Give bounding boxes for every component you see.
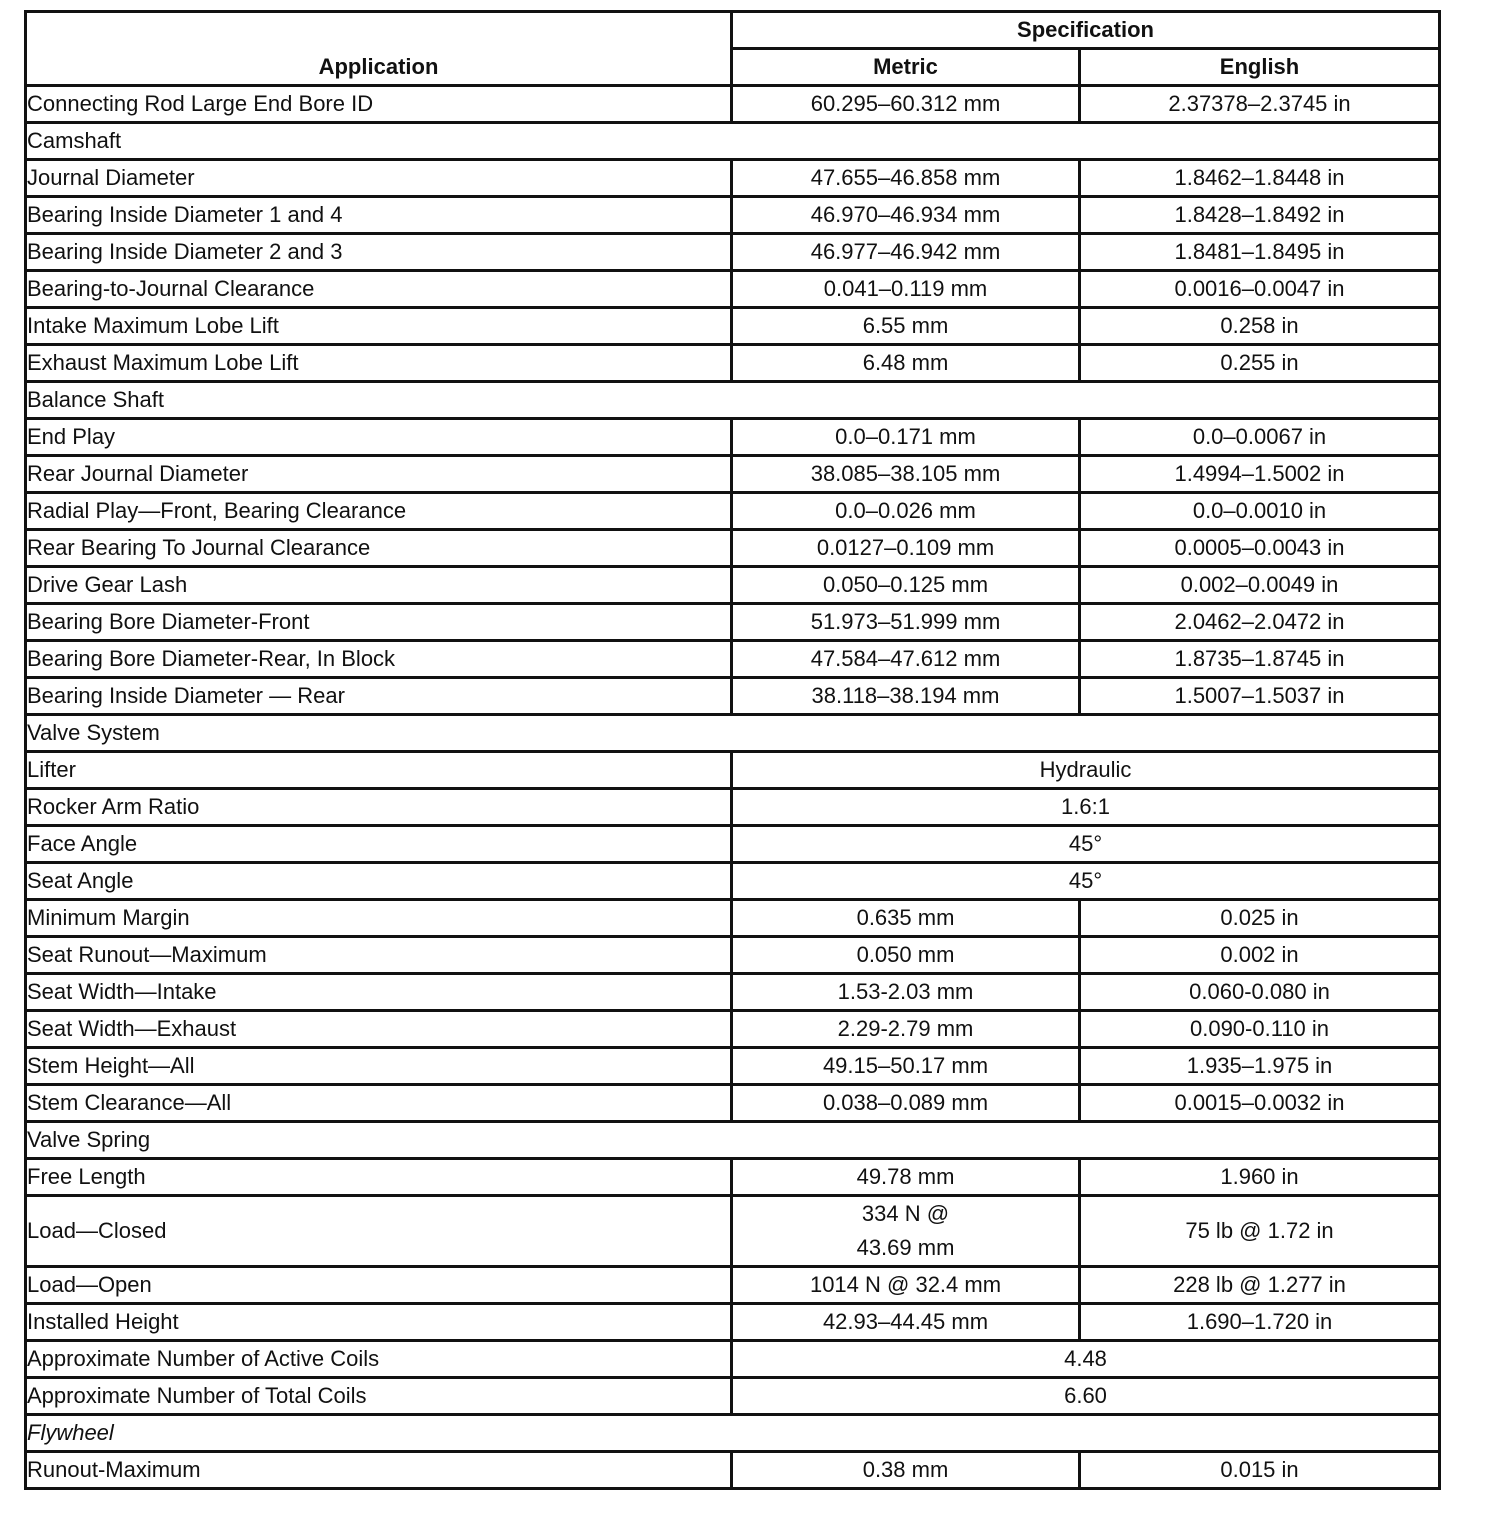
metric-cell: 1.53-2.03 mm (732, 974, 1080, 1011)
section-heading: Camshaft (26, 123, 1440, 160)
application-cell: Minimum Margin (26, 900, 732, 937)
table-row (26, 345, 1440, 382)
section-row (26, 715, 1440, 752)
table-row (26, 826, 1440, 863)
english-cell: 1.4994–1.5002 in (1080, 456, 1440, 493)
english-cell: 228 lb @ 1.277 in (1080, 1267, 1440, 1304)
english-cell: 1.960 in (1080, 1159, 1440, 1196)
metric-cell: 49.78 mm (732, 1159, 1080, 1196)
table-row (26, 86, 1440, 123)
metric-cell: 0.0–0.171 mm (732, 419, 1080, 456)
metric-cell: 42.93–44.45 mm (732, 1304, 1080, 1341)
metric-cell: 51.973–51.999 mm (732, 604, 1080, 641)
table-row (26, 530, 1440, 567)
section-row (26, 1122, 1440, 1159)
application-cell: Seat Width—Exhaust (26, 1011, 732, 1048)
metric-cell: 60.295–60.312 mm (732, 86, 1080, 123)
metric-cell: 0.050–0.125 mm (732, 567, 1080, 604)
application-cell: Installed Height (26, 1304, 732, 1341)
table-row (26, 160, 1440, 197)
application-cell: Load—Open (26, 1267, 732, 1304)
english-cell: 75 lb @ 1.72 in (1080, 1196, 1440, 1267)
english-cell: 0.0–0.0010 in (1080, 493, 1440, 530)
merged-value-cell: 6.60 (732, 1378, 1440, 1415)
application-cell: Bearing Bore Diameter-Front (26, 604, 732, 641)
metric-cell: 46.970–46.934 mm (732, 197, 1080, 234)
application-cell: Journal Diameter (26, 160, 732, 197)
english-cell: 1.8481–1.8495 in (1080, 234, 1440, 271)
metric-cell: 6.55 mm (732, 308, 1080, 345)
application-cell: End Play (26, 419, 732, 456)
metric-cell (732, 1196, 1080, 1267)
application-cell: Drive Gear Lash (26, 567, 732, 604)
metric-cell: 0.0–0.026 mm (732, 493, 1080, 530)
table-row (26, 197, 1440, 234)
section-row (26, 123, 1440, 160)
english-cell: 1.8462–1.8448 in (1080, 160, 1440, 197)
english-cell: 0.002–0.0049 in (1080, 567, 1440, 604)
metric-cell: 0.635 mm (732, 900, 1080, 937)
english-cell: 0.0015–0.0032 in (1080, 1085, 1440, 1122)
header-specification: Specification (732, 12, 1440, 49)
table-row (26, 1267, 1440, 1304)
metric-cell: 46.977–46.942 mm (732, 234, 1080, 271)
english-cell: 1.690–1.720 in (1080, 1304, 1440, 1341)
application-cell: Stem Clearance—All (26, 1085, 732, 1122)
application-cell: Bearing Inside Diameter 2 and 3 (26, 234, 732, 271)
metric-cell: 0.050 mm (732, 937, 1080, 974)
application-cell: Approximate Number of Total Coils (26, 1378, 732, 1415)
english-cell: 0.090-0.110 in (1080, 1011, 1440, 1048)
metric-cell: 0.041–0.119 mm (732, 271, 1080, 308)
english-cell: 0.0–0.0067 in (1080, 419, 1440, 456)
table-row (26, 1452, 1440, 1489)
english-cell: 1.5007–1.5037 in (1080, 678, 1440, 715)
table-row (26, 604, 1440, 641)
metric-cell: 49.15–50.17 mm (732, 1048, 1080, 1085)
application-cell: Approximate Number of Active Coils (26, 1341, 732, 1378)
metric-cell: 38.118–38.194 mm (732, 678, 1080, 715)
table-row (26, 419, 1440, 456)
section-heading: Valve System (26, 715, 1440, 752)
table-row (26, 1304, 1440, 1341)
table-row (26, 456, 1440, 493)
application-cell: Bearing-to-Journal Clearance (26, 271, 732, 308)
metric-cell: 6.48 mm (732, 345, 1080, 382)
section-heading: Valve Spring (26, 1122, 1440, 1159)
application-cell: Rear Journal Diameter (26, 456, 732, 493)
header-english: English (1080, 49, 1440, 86)
application-cell: Load—Closed (26, 1196, 732, 1267)
table-row (26, 271, 1440, 308)
table-row (26, 789, 1440, 826)
table-row (26, 234, 1440, 271)
application-cell: Rocker Arm Ratio (26, 789, 732, 826)
application-cell: Lifter (26, 752, 732, 789)
application-cell: Exhaust Maximum Lobe Lift (26, 345, 732, 382)
table-row (26, 1048, 1440, 1085)
metric-line: 334 N @ (861, 1201, 950, 1226)
table-row (26, 1085, 1440, 1122)
application-cell: Bearing Inside Diameter — Rear (26, 678, 732, 715)
application-cell: Intake Maximum Lobe Lift (26, 308, 732, 345)
section-row (26, 1415, 1440, 1452)
table-row (26, 752, 1440, 789)
english-cell: 0.0016–0.0047 in (1080, 271, 1440, 308)
table-row (26, 1159, 1440, 1196)
metric-cell: 2.29-2.79 mm (732, 1011, 1080, 1048)
metric-cell: 38.085–38.105 mm (732, 456, 1080, 493)
specification-table (24, 10, 1441, 1490)
table-row (26, 641, 1440, 678)
english-cell: 1.935–1.975 in (1080, 1048, 1440, 1085)
metric-cell: 0.038–0.089 mm (732, 1085, 1080, 1122)
application-cell: Runout-Maximum (26, 1452, 732, 1489)
application-cell: Rear Bearing To Journal Clearance (26, 530, 732, 567)
metric-cell: 1014 N @ 32.4 mm (732, 1267, 1080, 1304)
metric-cell: 0.38 mm (732, 1452, 1080, 1489)
table-row (26, 678, 1440, 715)
application-cell: Free Length (26, 1159, 732, 1196)
table-row (26, 937, 1440, 974)
merged-value-cell: 1.6:1 (732, 789, 1440, 826)
english-cell: 2.0462–2.0472 in (1080, 604, 1440, 641)
application-cell: Seat Width—Intake (26, 974, 732, 1011)
english-cell: 0.025 in (1080, 900, 1440, 937)
merged-value-cell: Hydraulic (732, 752, 1440, 789)
metric-line: 43.69 mm (856, 1235, 955, 1260)
table-row (26, 1378, 1440, 1415)
table-row (26, 308, 1440, 345)
table-row (26, 1196, 1440, 1267)
metric-cell: 47.584–47.612 mm (732, 641, 1080, 678)
english-cell: 0.258 in (1080, 308, 1440, 345)
english-cell: 0.015 in (1080, 1452, 1440, 1489)
spec-table-body (26, 86, 1440, 1489)
english-cell: 0.060-0.080 in (1080, 974, 1440, 1011)
table-row (26, 493, 1440, 530)
application-cell: Radial Play—Front, Bearing Clearance (26, 493, 732, 530)
section-heading: Flywheel (26, 1415, 1440, 1452)
merged-value-cell: 45° (732, 826, 1440, 863)
table-row (26, 974, 1440, 1011)
header-metric: Metric (732, 49, 1080, 86)
application-cell: Bearing Inside Diameter 1 and 4 (26, 197, 732, 234)
application-cell: Seat Angle (26, 863, 732, 900)
table-row (26, 567, 1440, 604)
application-cell: Face Angle (26, 826, 732, 863)
section-row (26, 382, 1440, 419)
english-cell: 0.255 in (1080, 345, 1440, 382)
english-cell: 2.37378–2.3745 in (1080, 86, 1440, 123)
table-row (26, 900, 1440, 937)
english-cell: 0.002 in (1080, 937, 1440, 974)
table-row (26, 1341, 1440, 1378)
table-row (26, 1011, 1440, 1048)
english-cell: 0.0005–0.0043 in (1080, 530, 1440, 567)
english-cell: 1.8735–1.8745 in (1080, 641, 1440, 678)
metric-cell: 47.655–46.858 mm (732, 160, 1080, 197)
table-row (26, 863, 1440, 900)
application-cell: Seat Runout—Maximum (26, 937, 732, 974)
header-application: Application (26, 12, 732, 86)
metric-cell: 0.0127–0.109 mm (732, 530, 1080, 567)
section-heading: Balance Shaft (26, 382, 1440, 419)
application-cell: Stem Height—All (26, 1048, 732, 1085)
english-cell: 1.8428–1.8492 in (1080, 197, 1440, 234)
application-cell: Connecting Rod Large End Bore ID (26, 86, 732, 123)
application-cell: Bearing Bore Diameter-Rear, In Block (26, 641, 732, 678)
merged-value-cell: 45° (732, 863, 1440, 900)
merged-value-cell: 4.48 (732, 1341, 1440, 1378)
